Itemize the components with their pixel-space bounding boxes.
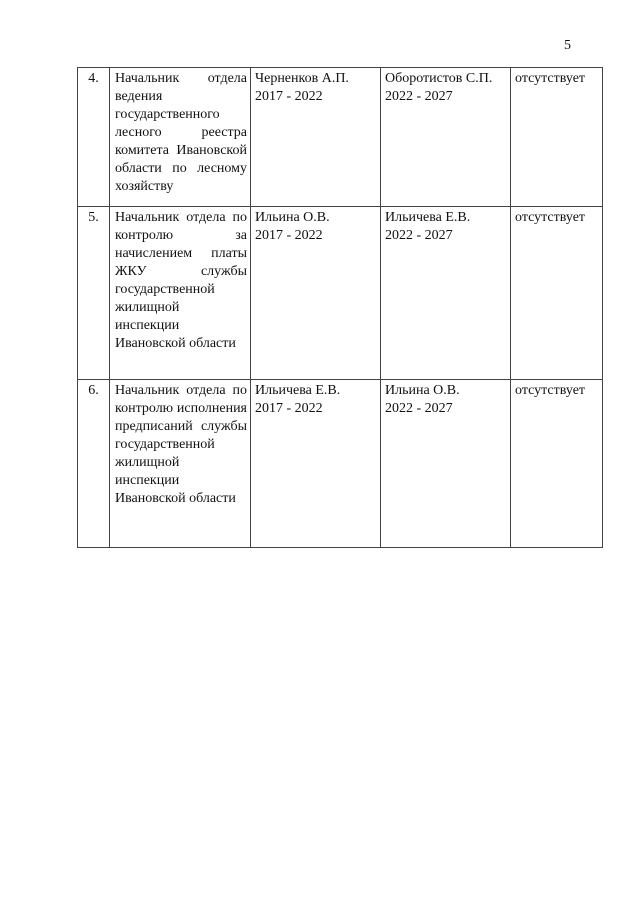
next-holder-period: 2022 - 2027	[385, 89, 453, 104]
position-cell: Начальник отдела ведения государственного лесного реестра комитета Ивановской области по лесному хозяйству	[110, 68, 251, 207]
current-holder-name: Ильичева Е.В.	[255, 383, 341, 398]
current-holder-period: 2017 - 2022	[255, 401, 323, 416]
row-number-cell: 4.	[78, 68, 110, 207]
current-holder-name: Ильина О.В.	[255, 210, 330, 225]
table-row	[78, 207, 603, 380]
next-holder-period: 2022 - 2027	[385, 228, 453, 243]
row-number-cell: 6.	[78, 380, 110, 548]
next-holder-period: 2022 - 2027	[385, 401, 453, 416]
current-holder-period: 2017 - 2022	[255, 228, 323, 243]
table-row	[78, 380, 603, 548]
table-row	[78, 68, 603, 207]
note-cell: отсутствует	[511, 380, 603, 548]
next-holder-name: Ильина О.В.	[385, 383, 460, 398]
personnel-table	[77, 67, 603, 548]
current-holder-period: 2017 - 2022	[255, 89, 323, 104]
position-cell: Начальник отдела по контролю за начислением платы ЖКУ службы государственной жилищной инспекции Ивановской области	[110, 207, 251, 380]
current-holder-name: Черненков А.П.	[255, 71, 349, 86]
next-holder-cell	[381, 68, 511, 207]
note-cell: отсутствует	[511, 68, 603, 207]
note-cell: отсутствует	[511, 207, 603, 380]
next-holder-cell	[381, 207, 511, 380]
next-holder-name: Оборотистов С.П.	[385, 71, 493, 86]
next-holder-cell	[381, 380, 511, 548]
current-holder-cell	[251, 380, 381, 548]
next-holder-name: Ильичева Е.В.	[385, 210, 471, 225]
position-cell: Начальник отдела по контролю исполнения предписаний службы государственной жилищной инспекции Ивановской области	[110, 380, 251, 548]
current-holder-cell	[251, 68, 381, 207]
page-number: 5	[564, 38, 571, 53]
row-number-cell: 5.	[78, 207, 110, 380]
current-holder-cell	[251, 207, 381, 380]
